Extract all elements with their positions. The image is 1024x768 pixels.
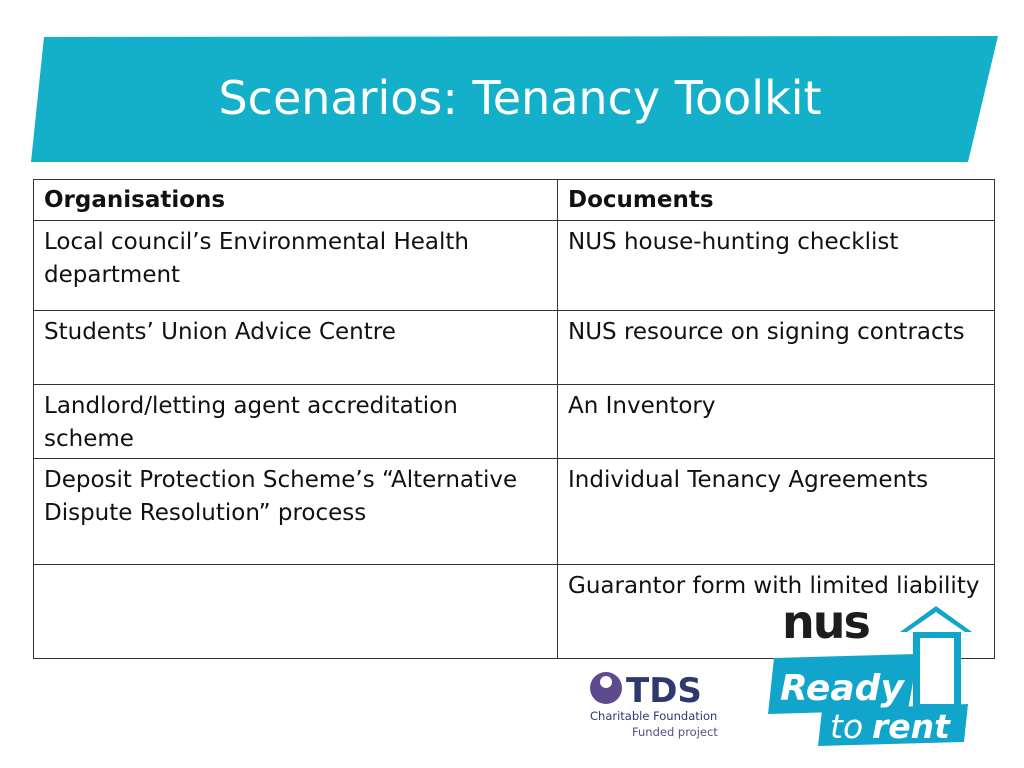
table-row [34, 221, 995, 311]
tds-line2: Funded project [632, 725, 718, 739]
nus-wordmark: nus [782, 595, 869, 649]
tds-wordmark: TDS [626, 671, 702, 711]
table-header-row [34, 180, 995, 221]
rent-text: rent [872, 707, 950, 746]
organisation-cell: Local council’s Environmental Health department [34, 221, 558, 311]
header-documents: Documents [558, 180, 995, 221]
ready-text: Ready [780, 668, 904, 709]
organisation-cell: Deposit Protection Scheme’s “Alternative Dispute Resolution” process [34, 459, 558, 565]
nus-ready-to-rent-logo [768, 592, 1000, 752]
to-text: to [830, 707, 864, 746]
tds-line1: Charitable Foundation [590, 709, 718, 723]
document-cell: An Inventory [558, 385, 995, 459]
organisation-cell: Students’ Union Advice Centre [34, 311, 558, 385]
table-row [34, 311, 995, 385]
table-row [34, 459, 995, 565]
tds-foundation-logo [584, 662, 724, 742]
document-cell: NUS resource on signing contracts [558, 311, 995, 385]
toolkit-table [33, 179, 995, 659]
document-cell: Individual Tenancy Agreements [558, 459, 995, 565]
organisation-cell [34, 565, 558, 659]
slide-title: Scenarios: Tenancy Toolkit [218, 71, 822, 125]
organisation-cell: Landlord/letting agent accreditation scheme [34, 385, 558, 459]
header-organisations: Organisations [34, 180, 558, 221]
tds-circle-icon [590, 672, 622, 704]
document-cell: Guarantor form with limited liability [558, 565, 995, 659]
document-cell: NUS house-hunting checklist [558, 221, 995, 311]
table-row [34, 385, 995, 459]
